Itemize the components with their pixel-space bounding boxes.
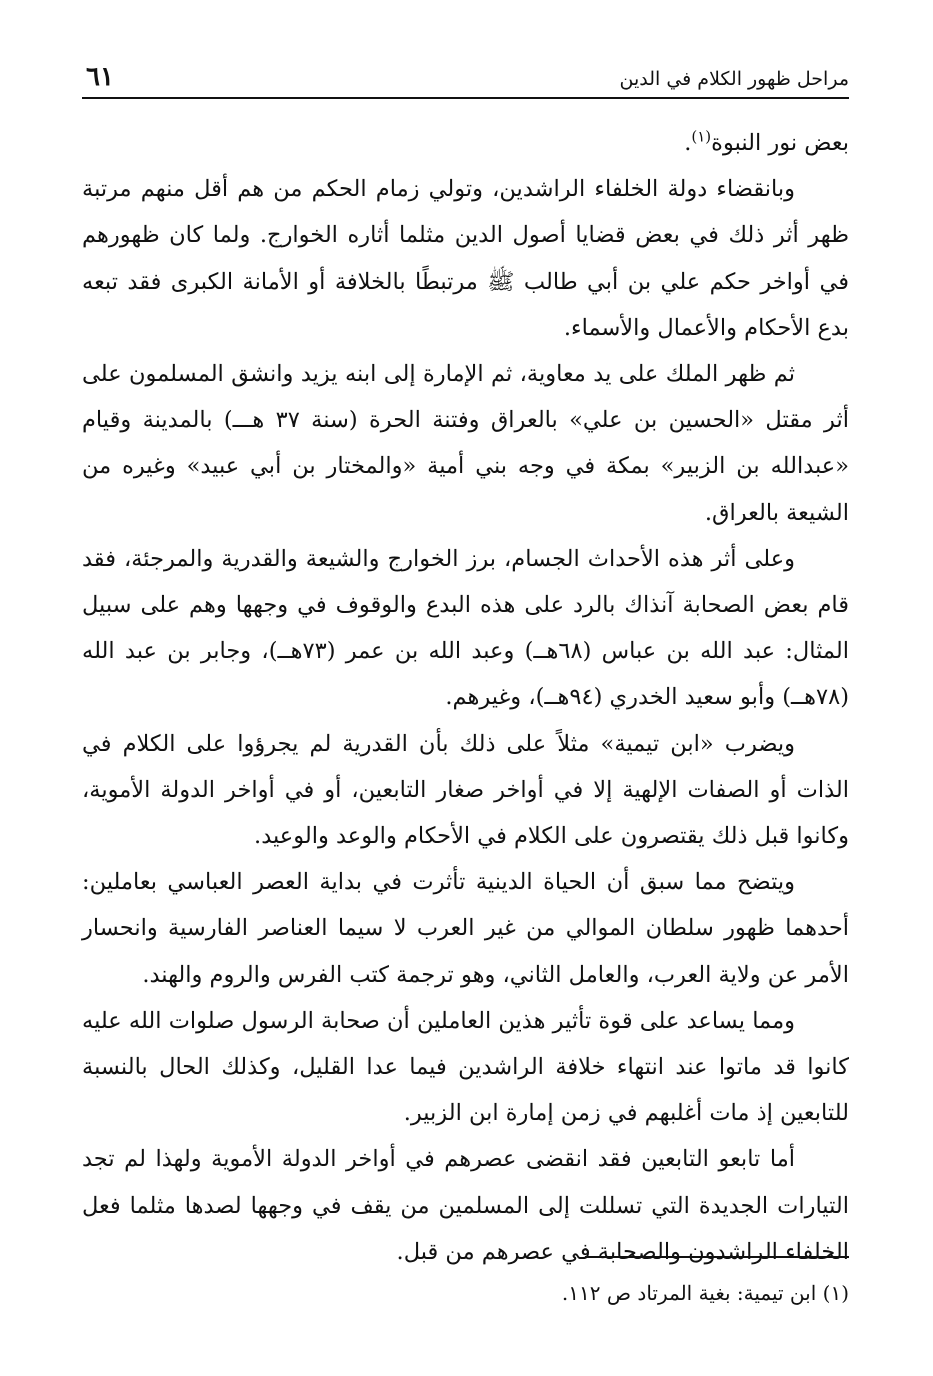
paragraph-5: ويضرب «ابن تيمية» مثلاً على ذلك بأن القدرية لم يجرؤوا على الكلام في الذات أو الصفات الإلهية إلا في أواخر صغار التابعين، أو في أواخر الدولة الأموية، وكانوا قبل ذلك يقتصرون على الكلام في الأحكام والوعد والوعيد. [82, 730, 849, 850]
header-rule [82, 97, 849, 99]
running-header-title: مراحل ظهور الكلام في الدين [619, 68, 849, 90]
paragraph-6: ويتضح مما سبق أن الحياة الدينية تأثرت في بداية العصر العباسي بعاملين: أحدهما ظهور سلطان الموالي من غير العرب لا سيما العناصر الفارسية وانحسار الأمر عن ولاية العرب، والعامل الثاني، وهو ترجمة كتب الفرس والروم والهند. [82, 869, 849, 988]
paragraph-4: وعلى أثر هذه الأحداث الجسام، برز الخوارج والشيعة والقدرية والمرجئة، فقد قام بعض الصحابة آنذاك بالرد على هذه البدع والوقوف في وجهها وهم على سبيل المثال: عبد الله بن عباس (٦٨هــ) وعبد الله بن عمر (٧٣هــ)، وجابر بن عبد الله (٧٨هــ) وأبو سعيد الخدري (٩٤هــ)، وغيرهم. [82, 545, 849, 711]
running-header [82, 62, 849, 96]
footnote-rule [585, 1256, 849, 1258]
paragraph-8: أما تابعو التابعين فقد انقضى عصرهم في أواخر الدولة الأموية ولهذا لم تجد التيارات الجديدة التي تسللت إلى المسلمين من يقف في وجهها لصدها مثلما فعل الخلفاء الراشدون والصحابة في عصرهم من قبل. [82, 1146, 849, 1265]
paragraph-1-text: بعض نور النبوة [711, 130, 849, 156]
main-text [82, 120, 849, 1275]
paragraph-3: ثم ظهر الملك على يد معاوية، ثم الإمارة إلى ابنه يزيد وانشق المسلمون على أثر مقتل «الحسين بن علي» بالعراق وفتنة الحرة (سنة ٣٧ هـــ) بالمدينة وقيام «عبدالله بن الزبير» بمكة في وجه بني أمية «والمختار بن أبي عبيد» وغيره من الشيعة بالعراق. [82, 361, 849, 526]
footnote-reference: (١) [691, 127, 712, 146]
paragraph-2: وبانقضاء دولة الخلفاء الراشدين، وتولي زمام الحكم من هم أقل منهم مرتبة ظهر أثر ذلك في بعض قضايا أصول الدين مثلما أثاره الخوارج. ولما كان ظهورهم في أواخر حكم علي بن أبي طالب ﷺ مرتبطًا بالخلافة أو الأمانة الكبرى فقد تبعه بدع الأحكام والأعمال والأسماء. [82, 176, 849, 341]
paragraph-1-tail: . [684, 130, 692, 156]
page-number: ٦١ [86, 62, 114, 92]
paragraph-1 [82, 120, 849, 166]
footnote: (١) ابن تيمية: بغية المرتاد ص ١١٢. [561, 1281, 849, 1305]
paragraph-7: ومما يساعد على قوة تأثير هذين العاملين أن صحابة الرسول صلوات الله عليه كانوا قد ماتوا عند انتهاء خلافة الراشدين فيما عدا القليل، وكذلك الحال بالنسبة للتابعين إذ مات أغلبهم في زمن إمارة ابن الزبير. [82, 1007, 849, 1127]
